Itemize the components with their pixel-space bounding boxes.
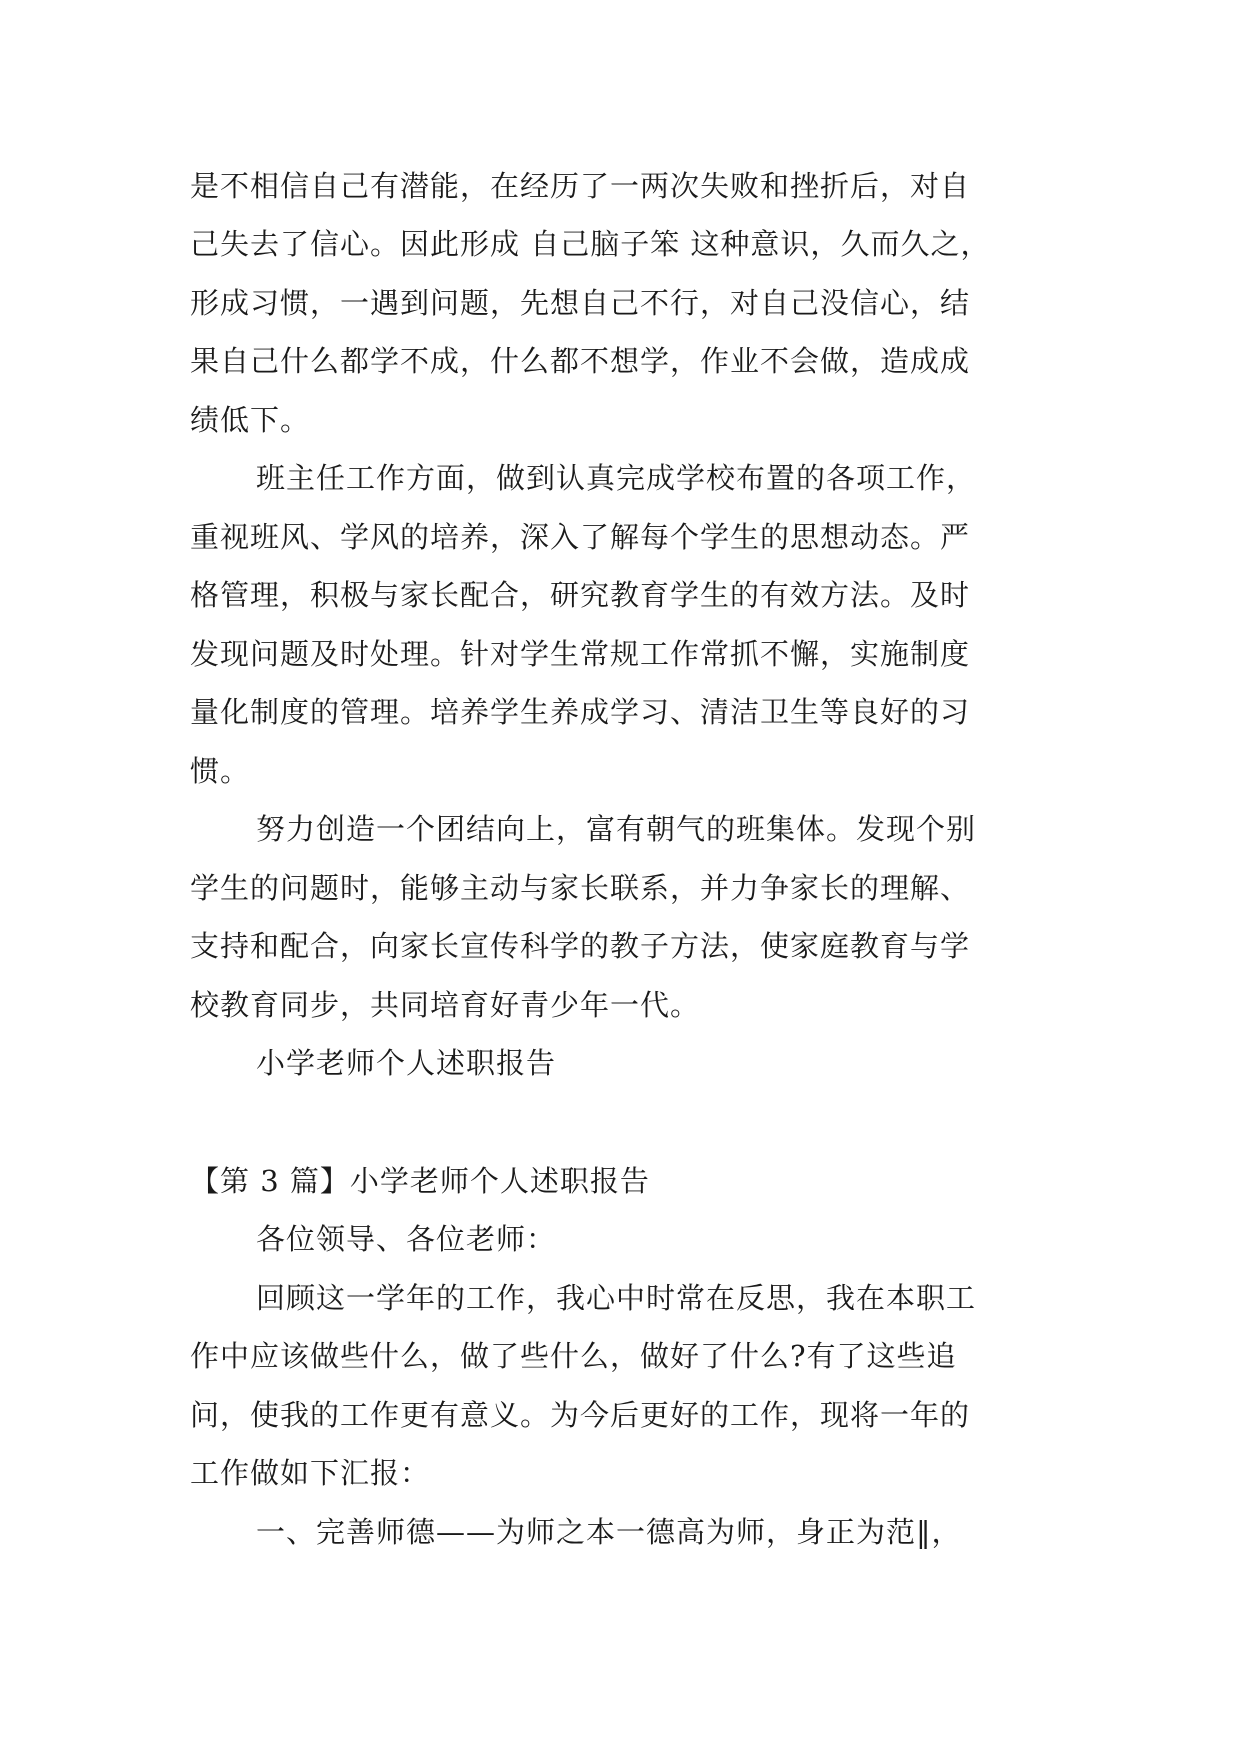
body-text-line: 重视班风、学风的培养，深入了解每个学生的思想动态。严	[190, 520, 971, 554]
paragraph-first-line: 回顾这一学年的工作，我心中时常在反思，我在本职工	[256, 1281, 977, 1315]
body-text-line: 惯。	[190, 754, 251, 788]
section-heading: 【第 3 篇】小学老师个人述职报告	[190, 1164, 650, 1198]
body-text-line: 问，使我的工作更有意义。为今后更好的工作，现将一年的	[190, 1398, 971, 1432]
body-text-line: 工作做如下汇报：	[190, 1456, 431, 1490]
body-text-line: 格管理，积极与家长配合，研究教育学生的有效方法。及时	[190, 578, 971, 612]
body-text-line: 形成习惯，一遇到问题，先想自己不行，对自己没信心，结	[190, 286, 971, 320]
paragraph-first-line: 一、完善师德——为师之本一德高为师，身正为范‖，	[256, 1515, 962, 1549]
section-closing-title: 小学老师个人述职报告	[256, 1046, 557, 1080]
body-text-line: 量化制度的管理。培养学生养成学习、清洁卫生等良好的习	[190, 695, 971, 729]
body-text-line: 是不相信自己有潜能，在经历了一两次失败和挫折后，对自	[190, 169, 971, 203]
salutation: 各位领导、各位老师：	[256, 1222, 557, 1256]
body-text-line: 学生的问题时，能够主动与家长联系，并力争家长的理解、	[190, 871, 971, 905]
body-text-line: 作中应该做些什么，做了些什么，做好了什么?有了这些追	[190, 1339, 957, 1373]
body-text-line: 发现问题及时处理。针对学生常规工作常抓不懈，实施制度	[190, 637, 971, 671]
body-text-line: 己失去了信心。因此形成 自己脑子笨 这种意识，久而久之，	[190, 227, 991, 261]
body-text-line: 绩低下。	[190, 403, 311, 437]
body-text-line: 支持和配合，向家长宣传科学的教子方法，使家庭教育与学	[190, 929, 971, 963]
paragraph-first-line: 努力创造一个团结向上，富有朝气的班集体。发现个别	[256, 812, 977, 846]
body-text-line: 果自己什么都学不成，什么都不想学，作业不会做，造成成	[190, 344, 971, 378]
paragraph-first-line: 班主任工作方面，做到认真完成学校布置的各项工作，	[256, 461, 977, 495]
body-text-line: 校教育同步，共同培育好青少年一代。	[190, 988, 701, 1022]
